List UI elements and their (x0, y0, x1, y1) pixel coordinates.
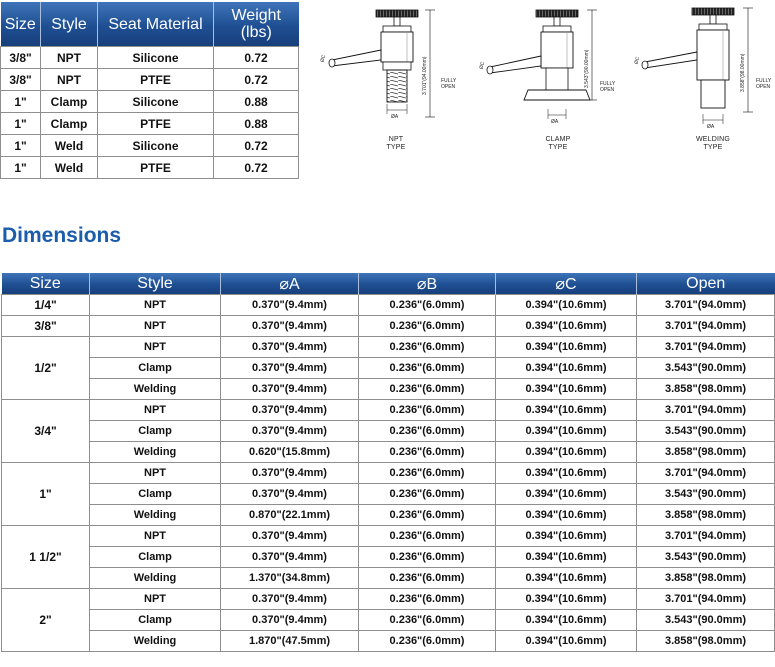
dim-cell-style: NPT (90, 400, 221, 421)
dim-cell-open: 3.701"(94.0mm) (637, 589, 775, 610)
clamp-type-label-line2: TYPE (548, 144, 568, 151)
dim-cell-b: 0.236"(6.0mm) (359, 421, 496, 442)
dim-header-open: Open (637, 273, 775, 295)
dim-cell-c: 0.394"(10.6mm) (496, 463, 637, 484)
weight-cell-style: NPT (41, 47, 98, 69)
dim-cell-open: 3.701"(94.0mm) (637, 337, 775, 358)
dim-cell-open: 3.543"(90.0mm) (637, 610, 775, 631)
welding-dim-a: ØA (707, 124, 715, 130)
npt-valve-drawing (329, 10, 435, 117)
dim-cell-c: 0.394"(10.6mm) (496, 379, 637, 400)
dim-cell-c: 0.394"(10.6mm) (496, 484, 637, 505)
dim-cell-open: 3.701"(94.0mm) (637, 316, 775, 337)
welding-type-label-line1: WELDING (695, 136, 731, 143)
clamp-height-text: 3.543"(90.00mm) (584, 49, 590, 88)
weight-cell-weight: 0.72 (214, 69, 299, 91)
dim-cell-c: 0.394"(10.6mm) (496, 610, 637, 631)
weight-cell-weight: 0.72 (214, 135, 299, 157)
dim-cell-style: Welding (90, 631, 221, 652)
dim-cell-b: 0.236"(6.0mm) (359, 295, 496, 316)
weight-cell-weight: 0.72 (214, 47, 299, 69)
weight-table-body (1, 47, 299, 179)
table-row (2, 421, 775, 442)
clamp-ferrule (524, 90, 590, 100)
clamp-type-label (538, 136, 578, 152)
weight-cell-size: 1" (1, 91, 41, 113)
clamp-open-2: OPEN (600, 87, 615, 93)
weight-cell-size: 1" (1, 135, 41, 157)
dim-cell-style: Clamp (90, 610, 221, 631)
dim-cell-b: 0.236"(6.0mm) (359, 316, 496, 337)
dim-cell-b: 0.236"(6.0mm) (359, 400, 496, 421)
dim-cell-size: 1" (2, 463, 90, 526)
welding-height-text: 3.858"(98.00mm) (740, 53, 746, 92)
weight-cell-style: Clamp (41, 113, 98, 135)
clamp-open-1: FULLY (600, 81, 616, 87)
table-row (2, 316, 775, 337)
dim-cell-b: 0.236"(6.0mm) (359, 442, 496, 463)
dim-cell-open: 3.701"(94.0mm) (637, 400, 775, 421)
dim-cell-a: 0.370"(9.4mm) (221, 337, 359, 358)
dim-cell-b: 0.236"(6.0mm) (359, 484, 496, 505)
dim-cell-open: 3.543"(90.0mm) (637, 484, 775, 505)
table-row (2, 589, 775, 610)
dim-cell-size: 3/4" (2, 400, 90, 463)
dim-cell-style: Welding (90, 379, 221, 400)
welding-tube (701, 80, 725, 108)
weight-cell-style: Clamp (41, 91, 98, 113)
weight-cell-weight: 0.88 (214, 113, 299, 135)
weight-cell-seat-material: PTFE (98, 113, 214, 135)
welding-type-label-line2: TYPE (703, 144, 723, 151)
dim-header-style: Style (90, 273, 221, 295)
weight-cell-weight: 0.88 (214, 91, 299, 113)
dim-cell-style: Clamp (90, 421, 221, 442)
dim-cell-a: 0.370"(9.4mm) (221, 547, 359, 568)
dim-cell-a: 0.370"(9.4mm) (221, 316, 359, 337)
clamp-knob (536, 10, 578, 17)
weight-cell-weight: 0.72 (214, 157, 299, 179)
table-row (2, 484, 775, 505)
dim-header-size: Size (2, 273, 90, 295)
npt-type-label-line1: NPT (388, 136, 404, 143)
dim-cell-c: 0.394"(10.6mm) (496, 316, 637, 337)
welding-knob (692, 8, 734, 15)
dim-cell-size: 1 1/2" (2, 526, 90, 589)
dim-cell-a: 0.370"(9.4mm) (221, 589, 359, 610)
weight-cell-seat-material: PTFE (98, 157, 214, 179)
dim-cell-c: 0.394"(10.6mm) (496, 547, 637, 568)
weight-cell-seat-material: Silicone (98, 135, 214, 157)
dim-cell-b: 0.236"(6.0mm) (359, 379, 496, 400)
dim-cell-open: 3.543"(90.0mm) (637, 358, 775, 379)
dim-cell-b: 0.236"(6.0mm) (359, 526, 496, 547)
table-row (2, 526, 775, 547)
table-row (2, 568, 775, 589)
weight-cell-size: 3/8" (1, 47, 41, 69)
dim-header-c: ⌀C (496, 273, 637, 295)
welding-body (697, 30, 729, 80)
weight-cell-seat-material: Silicone (98, 47, 214, 69)
welding-dim-c: ØC (633, 56, 642, 65)
weight-cell-size: 1" (1, 113, 41, 135)
dim-cell-a: 1.870"(47.5mm) (221, 631, 359, 652)
dim-cell-a: 0.370"(9.4mm) (221, 358, 359, 379)
clamp-body (541, 32, 573, 68)
welding-type-label (690, 136, 736, 152)
dim-cell-c: 0.394"(10.6mm) (496, 337, 637, 358)
table-row (2, 631, 775, 652)
table-row (2, 337, 775, 358)
dim-cell-b: 0.236"(6.0mm) (359, 463, 496, 484)
dim-cell-c: 0.394"(10.6mm) (496, 358, 637, 379)
table-row (2, 400, 775, 421)
weight-cell-seat-material: PTFE (98, 69, 214, 91)
dim-cell-c: 0.394"(10.6mm) (496, 295, 637, 316)
dim-cell-a: 0.370"(9.4mm) (221, 400, 359, 421)
table-row (1, 69, 299, 91)
welding-valve-drawing (642, 8, 753, 124)
welding-open-2: OPEN (756, 84, 771, 90)
dim-cell-a: 0.370"(9.4mm) (221, 295, 359, 316)
dim-cell-style: Clamp (90, 484, 221, 505)
dim-cell-a: 0.370"(9.4mm) (221, 463, 359, 484)
table-row (1, 47, 299, 69)
table-row (2, 463, 775, 484)
dim-cell-b: 0.236"(6.0mm) (359, 358, 496, 379)
weight-cell-size: 1" (1, 157, 41, 179)
table-row (2, 379, 775, 400)
dim-cell-c: 0.394"(10.6mm) (496, 505, 637, 526)
npt-height-text: 3.701"(94.00mm) (422, 56, 428, 95)
weight-header-size: Size (1, 2, 41, 47)
dim-cell-c: 0.394"(10.6mm) (496, 421, 637, 442)
weight-cell-style: NPT (41, 69, 98, 91)
dim-cell-size: 1/4" (2, 295, 90, 316)
dim-cell-b: 0.236"(6.0mm) (359, 610, 496, 631)
dim-cell-style: Welding (90, 505, 221, 526)
table-row (1, 113, 299, 135)
dimensions-table-body (2, 295, 775, 652)
npt-type-label (380, 136, 412, 152)
dim-cell-c: 0.394"(10.6mm) (496, 400, 637, 421)
table-row (1, 91, 299, 113)
dim-cell-style: NPT (90, 337, 221, 358)
dim-cell-a: 0.370"(9.4mm) (221, 379, 359, 400)
dim-cell-c: 0.394"(10.6mm) (496, 568, 637, 589)
dim-header-a: ⌀A (221, 273, 359, 295)
clamp-dim-a: ØA (551, 119, 559, 125)
dim-cell-open: 3.858"(98.0mm) (637, 379, 775, 400)
dim-cell-style: NPT (90, 463, 221, 484)
weight-header-weight (214, 2, 299, 47)
table-row (2, 295, 775, 316)
weight-cell-style: Weld (41, 135, 98, 157)
clamp-type-label-line1: CLAMP (545, 136, 571, 143)
dim-cell-open: 3.543"(90.0mm) (637, 547, 775, 568)
weight-header-style: Style (41, 2, 98, 47)
welding-open-1: FULLY (756, 78, 772, 84)
dim-cell-a: 0.370"(9.4mm) (221, 484, 359, 505)
dim-cell-b: 0.236"(6.0mm) (359, 337, 496, 358)
clamp-dim-c: ØC (478, 61, 487, 70)
dim-cell-open: 3.543"(90.0mm) (637, 421, 775, 442)
npt-dim-c: ØC (319, 54, 328, 63)
clamp-side-tube (490, 56, 541, 73)
weight-header-seat-material: Seat Material (98, 2, 214, 47)
dim-cell-a: 0.370"(9.4mm) (221, 526, 359, 547)
table-row (2, 610, 775, 631)
dim-cell-style: Clamp (90, 547, 221, 568)
weight-cell-style: Weld (41, 157, 98, 179)
dim-cell-open: 3.701"(94.0mm) (637, 463, 775, 484)
npt-body (381, 32, 413, 62)
dim-cell-style: Welding (90, 442, 221, 463)
dim-cell-a: 1.370"(34.8mm) (221, 568, 359, 589)
dim-cell-b: 0.236"(6.0mm) (359, 589, 496, 610)
npt-side-tube (332, 50, 381, 66)
table-row (1, 157, 299, 179)
dim-cell-b: 0.236"(6.0mm) (359, 505, 496, 526)
npt-open-2: OPEN (441, 84, 456, 90)
dim-cell-c: 0.394"(10.6mm) (496, 589, 637, 610)
dim-cell-style: Welding (90, 568, 221, 589)
dim-cell-style: Clamp (90, 358, 221, 379)
weight-header-weight-line1: Weight (231, 7, 281, 24)
dim-cell-style: NPT (90, 526, 221, 547)
dimensions-table (1, 273, 775, 652)
dim-cell-size: 2" (2, 589, 90, 652)
dim-cell-b: 0.236"(6.0mm) (359, 547, 496, 568)
dim-cell-open: 3.858"(98.0mm) (637, 568, 775, 589)
weight-table-header-row (1, 2, 299, 47)
dim-cell-size: 3/8" (2, 316, 90, 337)
dimensions-heading: Dimensions (2, 224, 122, 247)
table-row (2, 442, 775, 463)
dim-cell-open: 3.858"(98.0mm) (637, 442, 775, 463)
clamp-valve-drawing (487, 10, 597, 119)
weight-header-weight-line2: (lbs) (240, 24, 272, 41)
dim-cell-c: 0.394"(10.6mm) (496, 631, 637, 652)
dim-cell-a: 0.620"(15.8mm) (221, 442, 359, 463)
dim-cell-b: 0.236"(6.0mm) (359, 631, 496, 652)
dimensions-header-row (2, 273, 775, 295)
dim-cell-open: 3.858"(98.0mm) (637, 505, 775, 526)
dim-cell-style: NPT (90, 316, 221, 337)
dim-cell-size: 1/2" (2, 337, 90, 400)
weight-cell-size: 3/8" (1, 69, 41, 91)
npt-thread (387, 70, 407, 102)
table-row (2, 358, 775, 379)
table-row (1, 135, 299, 157)
weight-cell-seat-material: Silicone (98, 91, 214, 113)
npt-knob (376, 10, 418, 17)
table-row (2, 505, 775, 526)
table-row (2, 547, 775, 568)
dim-cell-b: 0.236"(6.0mm) (359, 568, 496, 589)
npt-open-1: FULLY (441, 78, 457, 84)
dim-cell-a: 0.370"(9.4mm) (221, 610, 359, 631)
dim-header-b: ⌀B (359, 273, 496, 295)
welding-side-tube (645, 52, 697, 68)
dim-cell-open: 3.858"(98.0mm) (637, 631, 775, 652)
dim-cell-open: 3.701"(94.0mm) (637, 526, 775, 547)
npt-dim-a: ØA (391, 114, 399, 120)
dim-cell-c: 0.394"(10.6mm) (496, 526, 637, 547)
weight-table (0, 2, 299, 179)
dim-cell-open: 3.701"(94.0mm) (637, 295, 775, 316)
dim-cell-c: 0.394"(10.6mm) (496, 442, 637, 463)
npt-type-label-line2: TYPE (386, 144, 406, 151)
dim-cell-style: NPT (90, 589, 221, 610)
valve-drawings (310, 0, 775, 165)
dim-cell-a: 0.870"(22.1mm) (221, 505, 359, 526)
dim-cell-style: NPT (90, 295, 221, 316)
dim-cell-a: 0.370"(9.4mm) (221, 421, 359, 442)
